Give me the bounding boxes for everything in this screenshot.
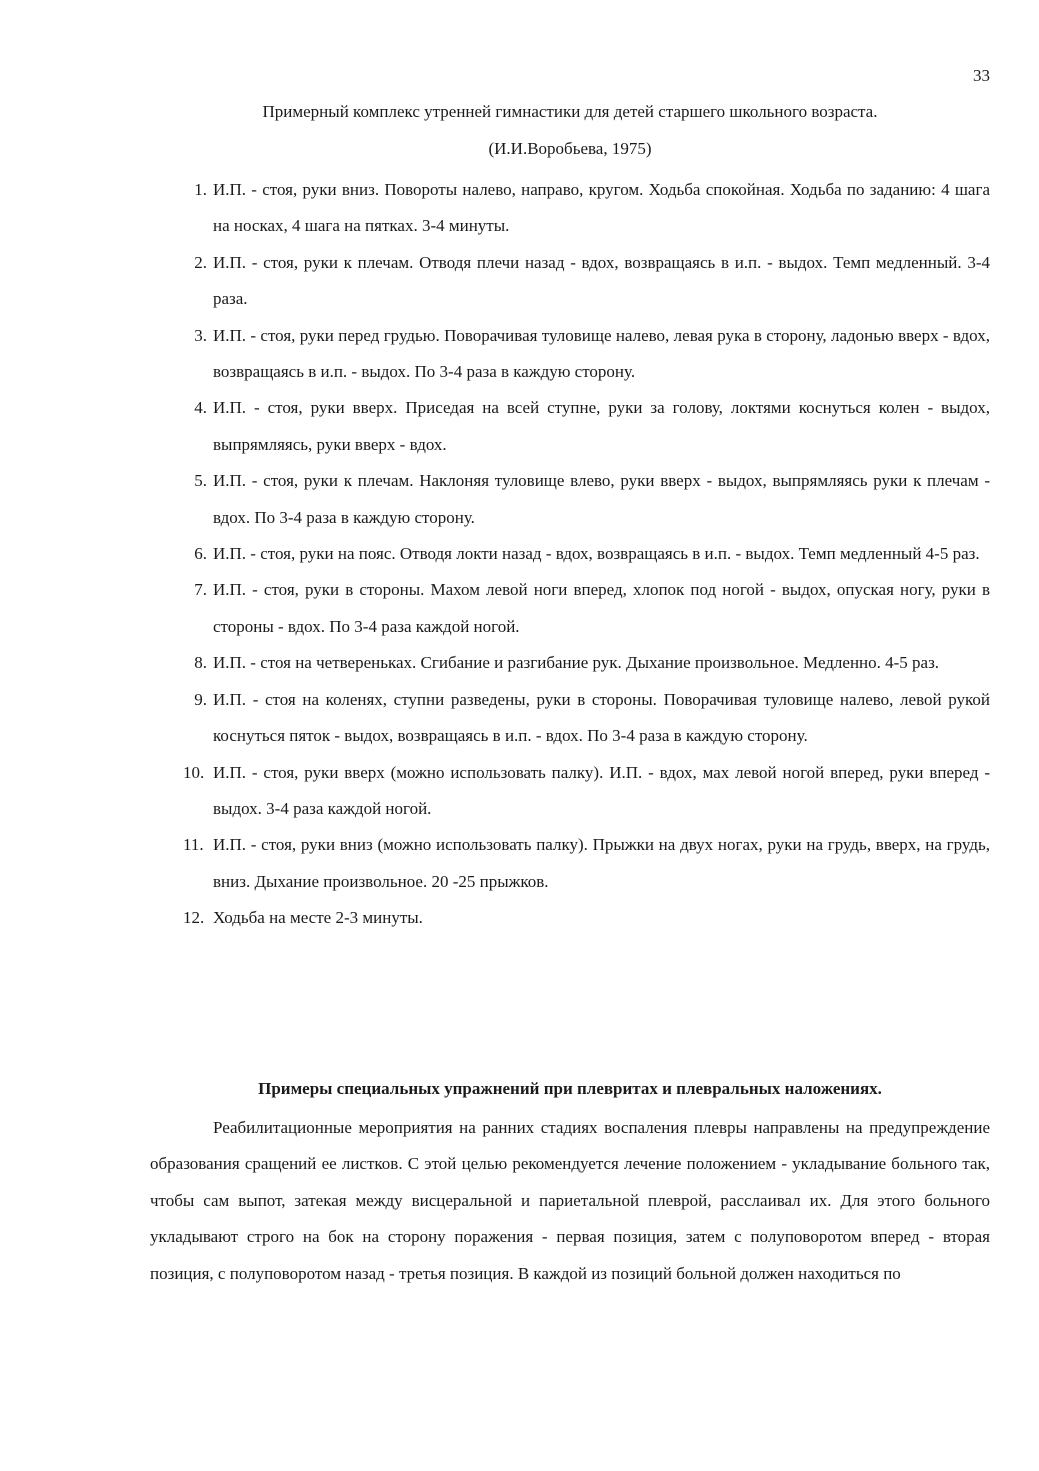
list-item-number: 12. [183, 908, 205, 928]
list-item-number: 10. [183, 762, 205, 782]
exercise-list [0, 172, 990, 937]
list-item [194, 645, 990, 681]
list-item-text: Ходьба на месте 2-3 минуты. [213, 908, 423, 928]
list-item [194, 536, 990, 572]
list-item-number: 3. [194, 325, 207, 345]
list-item-text: И.П. - стоя, руки вверх (можно использовать палку). И.П. - вдох, мах левой ногой вперед, руки вперед - выдох. 3-4 раза каждой ногой. [213, 762, 990, 818]
list-item [194, 572, 990, 645]
list-item [194, 463, 990, 536]
list-item [183, 755, 990, 828]
list-item [194, 682, 990, 755]
list-item [194, 172, 990, 245]
list-item-text: И.П. - стоя, руки на пояс. Отводя локти назад - вдох, возвращаясь в и.п. - выдох. Темп медленный 4-5 раз. [213, 544, 980, 564]
list-item [194, 245, 990, 318]
list-item-text: И.П. - стоя, руки перед грудью. Поворачивая туловище налево, левая рука в сторону, ладонью вверх - вдох, возвращаясь в и.п. - выдох. По 3-4 раза в каждую сторону. [213, 325, 990, 382]
list-item-text: И.П. - стоя, руки вниз. Повороты налево, направо, кругом. Ходьба спокойная. Ходьба по заданию: 4 шага на носках, 4 шага на пятках. 3-4 минуты. [213, 180, 990, 236]
list-item-number: 2. [194, 252, 207, 272]
list-item [194, 318, 990, 391]
page-title: Примерный комплекс утренней гимнастики для детей старшего школьного возраста. [262, 102, 878, 121]
list-item-text: И.П. - стоя, руки к плечам. Наклоняя туловище влево, руки вверх - выдох, выпрямляясь руки к плечам - вдох. По 3-4 раза в каждую сторону. [213, 471, 990, 527]
list-item-number: 7. [194, 580, 207, 600]
list-item-text: И.П. - стоя, руки вниз (можно использовать палку). Прыжки на двух ногах, руки на грудь, вверх, на грудь, вниз. Дыхание произвольное. 20 -25 прыжков. [213, 835, 990, 891]
list-item-number: 11. [183, 835, 204, 855]
list-item-text: И.П. - стоя, руки в стороны. Махом левой ноги вперед, хлопок под ногой - выдох, опуская ногу, руки в стороны - вдох. По 3-4 раза каждой ногой. [213, 580, 990, 636]
list-item [183, 900, 990, 936]
body-paragraph: Реабилитационные мероприятия на ранних стадиях воспаления плевры направлены на предупреждение образования сращений ее листков. С этой целью рекомендуется лечение положением - укладывание больного так, чтобы сам выпот, затекая между висцеральной и париетальной плеврой, расслаивал их. Для этого больного укладывают строго на бок на сторону поражения - первая позиция, затем с полуповоротом вперед - вторая позиция, с полуповоротом назад - третья позиция. В каждой из позиций больной должен находиться по [150, 1118, 990, 1283]
list-item-number: 6. [194, 544, 207, 564]
list-item-text: И.П. - стоя на коленях, ступни разведены, руки в стороны. Поворачивая туловище налево, левой рукой коснуться пяток - выдох, возвращаясь в и.п. - вдох. По 3-4 раза в каждую сторону. [213, 689, 990, 746]
list-item-number: 9. [194, 689, 207, 709]
list-item-number: 4. [194, 398, 207, 418]
section-heading: Примеры специальных упражнений при плевритах и плевральных наложениях. [258, 1079, 882, 1098]
list-item-number: 8. [194, 653, 207, 673]
page-number: 33 [973, 66, 990, 85]
list-item [183, 827, 990, 900]
list-item-text: И.П. - стоя, руки вверх. Приседая на всей ступне, руки за голову, локтями коснуться колен - выдох, выпрямляясь, руки вверх - вдох. [213, 398, 990, 454]
list-item [194, 390, 990, 463]
list-item-number: 1. [194, 180, 207, 199]
list-item-text: И.П. - стоя на четвереньках. Сгибание и разгибание рук. Дыхание произвольное. Медленно. 4-5 раз. [213, 653, 940, 673]
page-subtitle: (И.И.Воробьева, 1975) [488, 139, 652, 158]
list-item-number: 5. [194, 471, 207, 491]
list-item-text: И.П. - стоя, руки к плечам. Отводя плечи назад - вдох, возвращаясь в и.п. - выдох. Темп медленный. 3-4 раза. [213, 252, 990, 309]
